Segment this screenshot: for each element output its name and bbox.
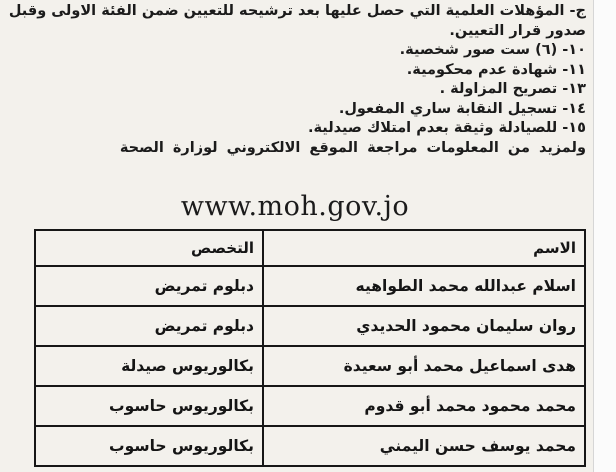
candidate-name: اسلام عبدالله محمد الطواهيه: [263, 266, 585, 306]
requirement-item-15: ١٥- للصيادلة وثيقة بعدم امتلاك صيدلية.: [307, 120, 586, 136]
candidate-name: محمد محمود محمد أبو قدوم: [263, 386, 585, 426]
candidate-name: روان سليمان محمود الحديدي: [263, 306, 585, 346]
website-url: www.moh.gov.jo: [180, 191, 410, 222]
candidate-name: محمد يوسف حسن اليمني: [263, 426, 585, 466]
requirement-item-j-line2: صدور قرار التعيين.: [449, 22, 586, 39]
table-row: [35, 306, 585, 346]
requirements-list: [8, 2, 586, 158]
candidate-specialty: دبلوم تمريض: [35, 266, 263, 306]
header-specialty: التخصص: [35, 230, 263, 266]
table-row: [35, 266, 585, 306]
requirement-item-13: ١٣- تصريح المزاولة .: [439, 81, 586, 97]
candidate-specialty: بكالوريوس صيدلة: [35, 346, 263, 386]
table-row: [35, 346, 585, 386]
requirement-item-14: ١٤- تسجيل النقابة ساري المفعول.: [338, 100, 586, 117]
candidates-table: [34, 229, 586, 467]
requirement-item-11: ١١- شهادة عدم محكومية.: [406, 61, 586, 78]
requirement-item-j-line1: ج- المؤهلات العلمية التي حصل عليها بعد ترشيحه للتعيين ضمن الفئة الاولى وقبل: [8, 3, 586, 19]
requirement-item-10: ١٠- (٦) ست صور شخصية.: [399, 42, 586, 58]
candidate-name: هدى اسماعيل محمد أبو سعيدة: [263, 346, 585, 386]
candidate-specialty: بكالوريوس حاسوب: [35, 386, 263, 426]
more-info-line: ولمزيد من المعلومات مراجعة الموقع الالكتروني لوزارة الصحة: [119, 139, 586, 156]
table-header-row: [35, 230, 585, 266]
candidate-specialty: بكالوريوس حاسوب: [35, 426, 263, 466]
table-row: [35, 386, 585, 426]
header-name: الاسم: [263, 230, 585, 266]
table-row: [35, 426, 585, 466]
candidate-specialty: دبلوم تمريض: [35, 306, 263, 346]
scan-edge: [593, 0, 616, 472]
